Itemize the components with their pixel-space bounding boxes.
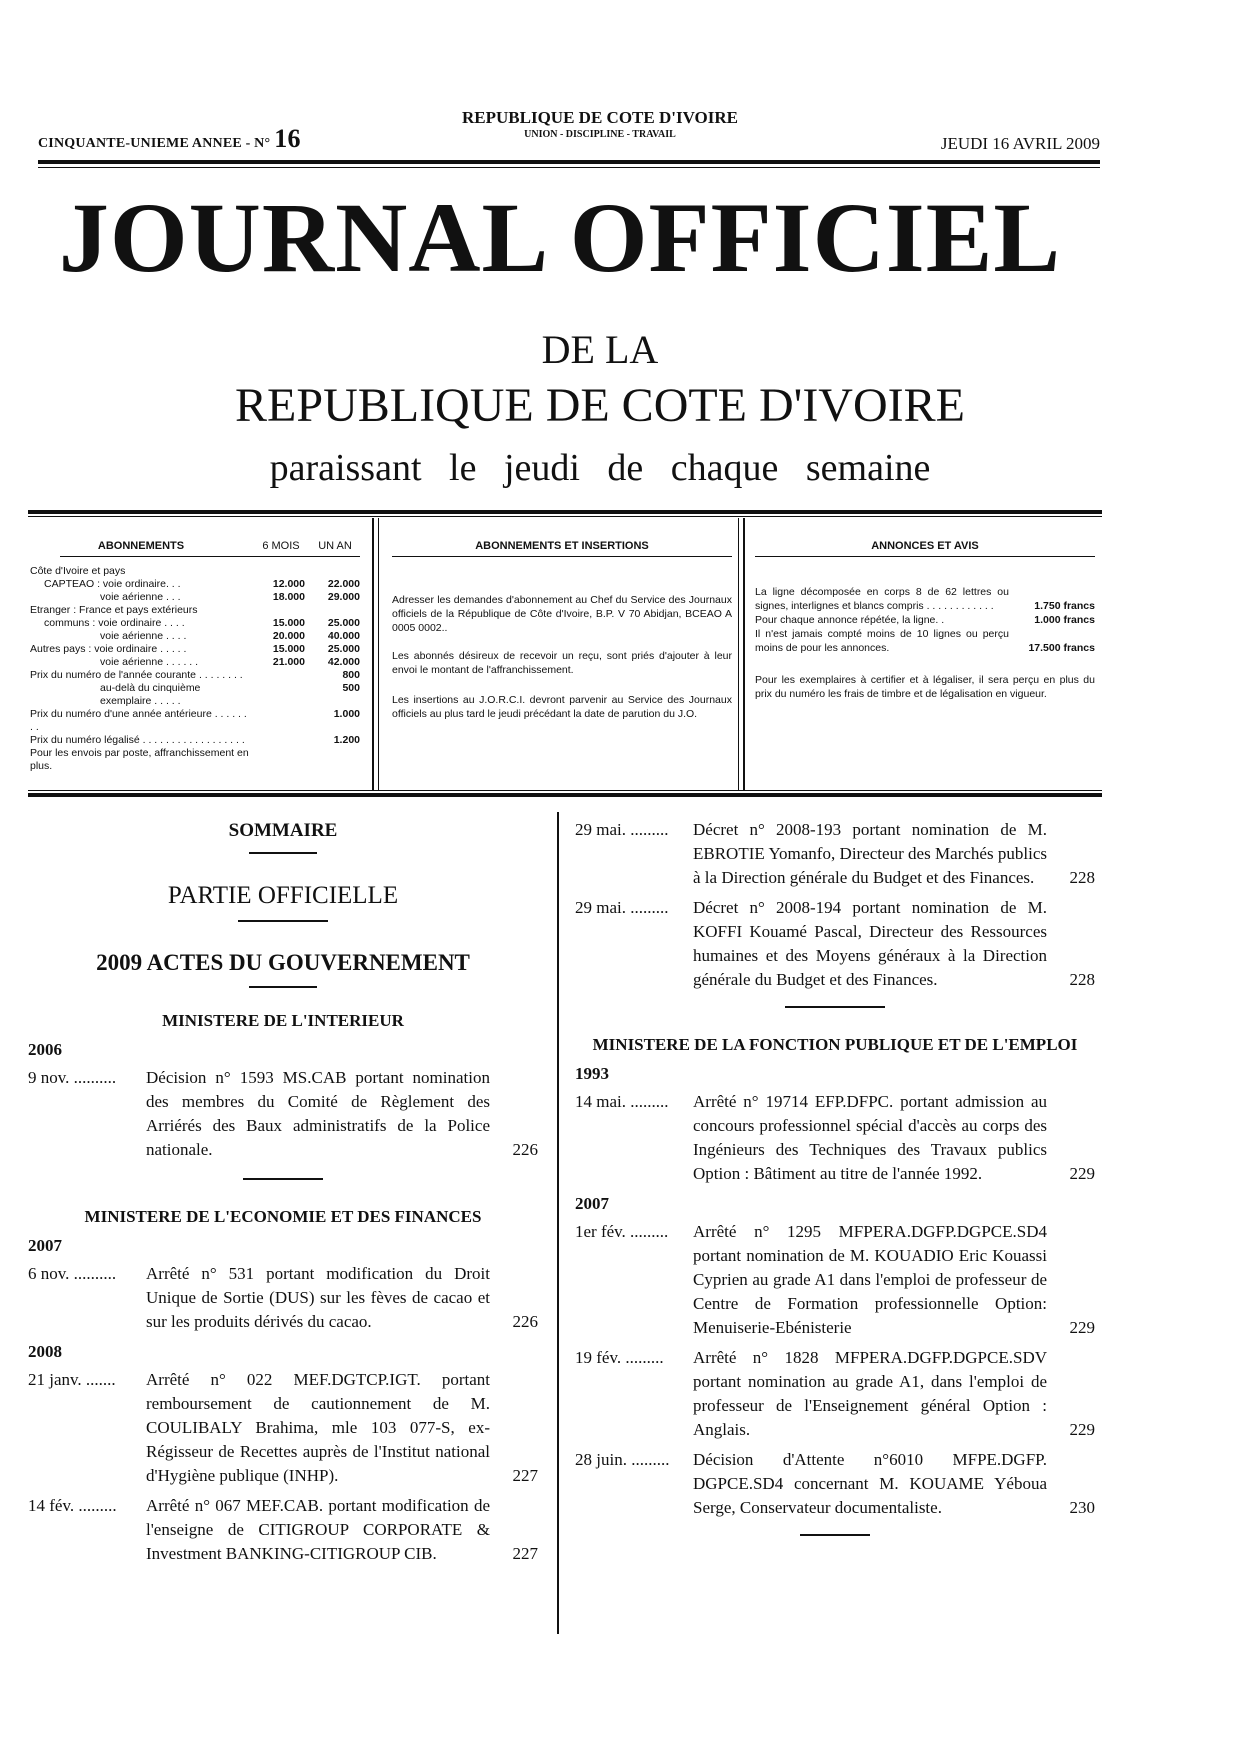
- annonce-rate-price: 1.000 francs: [1034, 614, 1095, 626]
- annonces-rates: [755, 585, 1095, 655]
- sommaire-left-entries: [28, 1010, 538, 1566]
- subscription-1y: 500: [342, 682, 360, 694]
- box-top-rule-thin: [28, 516, 1102, 517]
- subscription-1y: [305, 604, 360, 617]
- subscription-row: [30, 565, 360, 578]
- subscription-6m: 20.000: [272, 630, 305, 642]
- subscription-6m: 15.000: [272, 643, 305, 655]
- subscription-label: voie aérienne . . .: [100, 591, 181, 603]
- sommaire-left-column: [28, 820, 538, 1566]
- actes-heading: 2009 ACTES DU GOUVERNEMENT: [96, 950, 470, 975]
- subscription-row: [30, 630, 360, 643]
- subscription-label: au-delà du cinquième exemplaire . . . . .: [100, 682, 201, 707]
- issue-date: JEUDI 16 AVRIL 2009: [940, 134, 1100, 153]
- subscription-6m: [250, 565, 305, 578]
- entry-page: 226: [512, 1140, 538, 1159]
- annonce-rate-row: [755, 585, 1095, 613]
- sommaire-heading: SOMMAIRE: [228, 820, 338, 841]
- sommaire-right-top-entries: [575, 818, 1095, 992]
- subscription-label: voie aérienne . . . . . .: [100, 656, 199, 668]
- subscriptions-heading: ABONNEMENTS: [97, 540, 185, 552]
- journal-title: JOURNAL OFFICIEL: [58, 182, 1062, 293]
- box-bottom-rule: [28, 793, 1102, 797]
- sommaire-entry: [575, 1090, 1095, 1186]
- subscription-1y: 40.000: [327, 630, 360, 642]
- entry-text: Arrêté n° 1828 MFPERA.DGFP.DGPCE.SDV portant nomination au grade A1, dans l'emploi de professeur de l'Enseignement général Option : Anglais.: [693, 1348, 1047, 1439]
- year-heading: 2007: [28, 1236, 62, 1255]
- entry-date: 9 nov. ..........: [28, 1068, 117, 1087]
- subscription-row: [30, 578, 360, 591]
- year-heading: 1993: [575, 1064, 609, 1083]
- subscription-1y: 25.000: [327, 617, 360, 629]
- subscription-1y: 25.000: [327, 643, 360, 655]
- entry-page: 228: [1069, 868, 1095, 887]
- edition-number: 16: [274, 124, 301, 153]
- annonce-rate-text: Il n'est jamais compté moins de 10 lignes ou perçu moins de pour les annonces.: [755, 628, 1009, 654]
- subscription-1y: 29.000: [327, 591, 360, 603]
- entry-date: 14 mai. .........: [575, 1092, 669, 1111]
- header-rule: [38, 160, 1100, 164]
- subscription-6m: [250, 747, 305, 773]
- subscription-6m: 15.000: [272, 617, 305, 629]
- entry-text: Décret n° 2008-193 portant nomination de M. EBROTIE Yomanfo, Directeur des Marchés publics à la Direction générale du Budget et des Finances.: [693, 820, 1047, 887]
- annonce-rate-text: Pour chaque annonce répétée, la ligne. .: [755, 614, 945, 626]
- subscription-1y: 42.000: [327, 656, 360, 668]
- subscription-label: Autres pays : voie ordinaire . . . . .: [30, 643, 187, 655]
- column-divider: [557, 812, 559, 1634]
- subscription-row: [30, 617, 360, 630]
- annonces-heading: ANNONCES ET AVIS: [871, 540, 979, 552]
- entry-date: 14 fév. .........: [28, 1496, 117, 1515]
- entry-date: 19 fév. .........: [575, 1348, 664, 1367]
- insertions-deadline: Les insertions au J.O.R.C.I. devront parvenir au Service des Journaux officiels au plus tard le jeudi précédant la date de parution du J.O.: [392, 694, 732, 720]
- entry-text: Décision n° 1593 MS.CAB portant nomination des membres du Comité de Règlement des Arriérés des Baux administratifs de la Police nationale.: [146, 1068, 490, 1159]
- entry-text: Arrêté n° 531 portant modification du Droit Unique de Sortie (DUS) sur les fèves de cacao et sur les produits dérivés du cacao.: [146, 1264, 490, 1331]
- subscription-row: [30, 682, 360, 708]
- entry-date: 1er fév. .........: [575, 1222, 669, 1241]
- sommaire-right-ministry: [575, 1034, 1095, 1536]
- subscription-label: Côte d'Ivoire et pays: [30, 565, 126, 577]
- subscription-label: Etranger : France et pays extérieurs: [30, 604, 198, 616]
- entry-page: 227: [512, 1466, 538, 1485]
- subscription-1y: 800: [342, 669, 360, 681]
- subscriptions-box: [30, 518, 360, 790]
- ministry-heading: MINISTERE DE L'ECONOMIE ET DES FINANCES: [84, 1207, 482, 1226]
- sommaire-entry: [575, 896, 1095, 992]
- sommaire-right-column: [575, 812, 1095, 1542]
- entry-page: 228: [1069, 970, 1095, 989]
- subscription-6m: 12.000: [272, 578, 305, 590]
- subscriptions-table: [30, 565, 360, 773]
- col-6-months: 6 MOIS: [262, 540, 300, 552]
- republic-name: REPUBLIQUE DE COTE D'IVOIRE: [462, 108, 738, 127]
- sommaire-entry: [28, 1262, 538, 1334]
- sommaire-entry: [575, 1220, 1095, 1340]
- subscription-1y: [305, 747, 360, 773]
- masthead-frequency: paraissant le jeudi de chaque semaine: [269, 447, 931, 489]
- annonce-rate-price: 1.750 francs: [1034, 600, 1095, 612]
- year-heading: 2008: [28, 1342, 62, 1361]
- subscription-label: communs : voie ordinaire . . . .: [44, 617, 185, 629]
- year-heading: 2007: [575, 1194, 609, 1213]
- box-divider: [372, 518, 374, 790]
- insertions-box: [392, 518, 732, 790]
- entry-page: 230: [1069, 1498, 1095, 1517]
- entry-date: 28 juin. .........: [575, 1450, 670, 1469]
- edition-label: [38, 124, 301, 154]
- subscription-row: [30, 669, 360, 682]
- edition-text: CINQUANTE-UNIEME ANNEE - N°: [38, 136, 271, 151]
- subscription-1y: [305, 565, 360, 578]
- annonce-rate-price: 17.500 francs: [1028, 642, 1095, 654]
- sommaire-entry: [28, 1494, 538, 1566]
- entry-page: 227: [512, 1544, 538, 1563]
- entry-page: 229: [1069, 1420, 1095, 1439]
- subscription-1y: 1.200: [333, 734, 360, 746]
- subscription-label: Prix du numéro d'une année antérieure . . . . . . . .: [30, 708, 247, 733]
- entry-date: 21 janv. .......: [28, 1370, 116, 1389]
- entry-page: 226: [512, 1312, 538, 1331]
- republic-header: [420, 108, 780, 140]
- subscription-row: [30, 708, 360, 734]
- annonce-rate-text: La ligne décomposée en corps 8 de 62 lettres ou signes, interlignes et blancs compris . . . . . . . . . . . .: [755, 586, 1009, 612]
- subscription-label: Pour les envois par poste, affranchissement en plus.: [30, 747, 249, 772]
- box-divider-2: [743, 518, 745, 790]
- insertions-address: Adresser les demandes d'abonnement au Chef du Service des Journaux officiels de la République de Côte d'Ivoire, B.P. V 70 Abidjan, BCEAO A 0005 0002..: [392, 594, 732, 634]
- ministry-heading: MINISTERE DE L'INTERIEUR: [162, 1011, 404, 1030]
- sommaire-entry: [575, 1346, 1095, 1442]
- header-rule-thin: [38, 167, 1100, 168]
- entry-text: Arrêté n° 19714 EFP.DFPC. portant admission au concours professionnel spécial d'accès au corps des Ingénieurs des Techniques des Travaux publics Option : Bâtiment au titre de l'année 1992.: [693, 1092, 1047, 1183]
- subscription-6m: 18.000: [272, 591, 305, 603]
- annonces-note: Pour les exemplaires à certifier et à légaliser, il sera perçu en plus du prix du numéro les frais de timbre et de légalisation en vigueur.: [755, 674, 1095, 700]
- entry-text: Décret n° 2008-194 portant nomination de M. KOFFI Kouamé Pascal, Directeur des Ressources humaines et des Moyens généraux à la Direction générale du Budget et des Finances.: [693, 898, 1047, 989]
- entry-text: Arrêté n° 067 MEF.CAB. portant modification de l'enseigne de CITIGROUP CORPORATE & Investment BANKING-CITIGROUP CIB.: [146, 1496, 490, 1563]
- subscription-row: [30, 656, 360, 669]
- box-divider-2-thin: [738, 518, 739, 790]
- sommaire-entry: [28, 1368, 538, 1488]
- subscription-row: [30, 643, 360, 656]
- insertions-receipt: Les abonnés désireux de recevoir un reçu, sont priés d'ajouter à leur envoi le montant de l'affranchissement.: [392, 650, 732, 676]
- partie-officielle: PARTIE OFFICIELLE: [167, 882, 399, 909]
- entry-page: 229: [1069, 1318, 1095, 1337]
- entry-text: Décision d'Attente n°6010 MFPE.DGFP. DGPCE.SD4 concernant M. KOUAME Yéboua Serge, Conservateur documentaliste.: [693, 1450, 1047, 1517]
- annonce-rate-row: [755, 627, 1095, 655]
- sommaire-entry: [575, 1448, 1095, 1520]
- box-bottom-rule-thin: [28, 790, 1102, 791]
- subscription-label: Prix du numéro de l'année courante . . . . . . . .: [30, 669, 243, 681]
- subscription-row: [30, 604, 360, 617]
- subscription-label: CAPTEAO : voie ordinaire. . .: [44, 578, 181, 590]
- subscription-label: Prix du numéro légalisé . . . . . . . . . . . . . . . . . .: [30, 734, 245, 746]
- year-heading: 2006: [28, 1040, 62, 1059]
- subscription-6m: 21.000: [272, 656, 305, 668]
- subscription-row: [30, 591, 360, 604]
- box-divider-thin: [378, 518, 379, 790]
- masthead-country: REPUBLIQUE DE COTE D'IVOIRE: [235, 379, 965, 432]
- sommaire-entry: [575, 818, 1095, 890]
- subscription-6m: [250, 682, 305, 708]
- insertions-heading: ABONNEMENTS ET INSERTIONS: [475, 540, 649, 552]
- subscription-6m: [250, 708, 305, 734]
- sommaire-entry: [28, 1066, 538, 1162]
- col-one-year: UN AN: [318, 540, 352, 552]
- ministry-heading: MINISTERE DE LA FONCTION PUBLIQUE ET DE L'EMPLOI: [592, 1035, 1078, 1054]
- subscription-label: voie aérienne . . . .: [100, 630, 187, 642]
- entry-date: 29 mai. .........: [575, 898, 669, 917]
- annonces-box: [755, 518, 1095, 790]
- subscription-row: [30, 734, 360, 747]
- entry-text: Arrêté n° 022 MEF.DGTCP.IGT. portant remboursement de cautionnement de M. COULIBALY Brahima, mle 103 077-S, ex-Régisseur de Recettes auprès de l'Institut national d'Hygiène publique (INHP).: [146, 1370, 490, 1485]
- annonce-rate-row: [755, 613, 1095, 627]
- subscription-row: [30, 747, 360, 773]
- entry-page: 229: [1069, 1164, 1095, 1183]
- masthead-de-la: DE LA: [541, 327, 659, 372]
- subscription-6m: [250, 734, 305, 747]
- subscription-6m: [250, 669, 305, 682]
- entry-text: Arrêté n° 1295 MFPERA.DGFP.DGPCE.SD4 portant nomination de M. KOUADIO Eric Kouassi Cyprien au grade A1 dans l'emploi de professeur de Centre de Formation professionnelle Option: Menuiserie-Ebénisterie: [693, 1222, 1047, 1337]
- republic-motto: UNION - DISCIPLINE - TRAVAIL: [524, 129, 676, 140]
- entry-date: 29 mai. .........: [575, 820, 669, 839]
- entry-date: 6 nov. ..........: [28, 1264, 117, 1283]
- subscription-1y: 1.000: [333, 708, 360, 720]
- box-top-rule: [28, 510, 1102, 514]
- subscription-1y: 22.000: [327, 578, 360, 590]
- subscription-6m: [250, 604, 305, 617]
